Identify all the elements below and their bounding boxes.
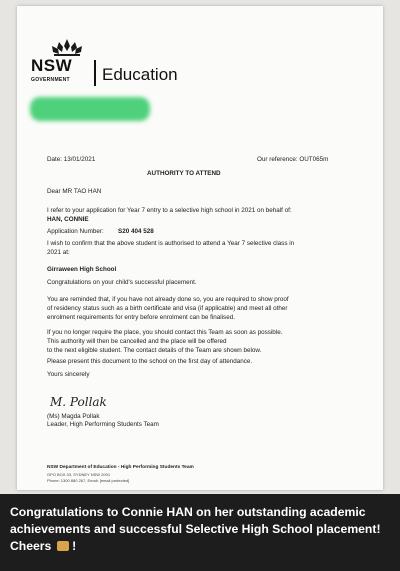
caption-suffix: !	[72, 539, 77, 553]
application-label: Application Number:	[47, 228, 104, 235]
redaction-mark	[30, 97, 150, 121]
letter-date: Date: 13/01/2021	[47, 156, 96, 163]
paragraph-4-line-2: This authority will then be cancelled and the place will be offered	[47, 338, 227, 345]
paragraph-1: I refer to your application for Year 7 entry to a selective high school in 2021 on behalf of:	[47, 207, 292, 214]
footer-address: GPO BOX 33, SYDNEY NSW 2001	[47, 472, 111, 477]
signer-title: Leader, High Performing Students Team	[47, 421, 159, 428]
paragraph-3-line-1: You are reminded that, if you have not already done so, you are required to show proof	[47, 296, 289, 303]
congratulations-line: Congratulations on your child's successful placement.	[47, 279, 197, 286]
paragraph-3-line-2: of residency status such as a birth certificate and visa (if applicable) and meet all other	[47, 305, 288, 312]
caption-text: Congratulations to Connie HAN on her outstanding academic achievements and successful Selective High School placement! Cheers	[10, 505, 381, 553]
paragraph-4-line-1: If you no longer require the place, you should contact this Team as soon as possible.	[47, 329, 283, 336]
letter-reference: Our reference: OUT065m	[257, 156, 329, 163]
paragraph-5: Please present this document to the school on the first day of attendance.	[47, 358, 253, 365]
application-number: S20 404 528	[118, 228, 154, 235]
letter-title: AUTHORITY TO ATTEND	[147, 170, 221, 177]
paragraph-2-line-2: 2021 at:	[47, 249, 70, 256]
logo-divider	[94, 60, 96, 86]
logo-government: GOVERNMENT	[31, 77, 70, 83]
salutation: Dear MR TAO HAN	[47, 188, 102, 195]
signer-name: (Ms) Magda Pollak	[47, 413, 100, 420]
paragraph-4-line-3: to the next eligible student. The contact details of the Team are shown below.	[47, 347, 262, 354]
caption	[10, 504, 394, 555]
footer-contact: Phone: 1300 880 267, Email: [email protected]	[47, 478, 130, 483]
footer-org: NSW Department of Education - High Performing Students Team	[47, 465, 194, 470]
waratah-logo-icon	[44, 37, 90, 57]
cheers-icon	[57, 541, 69, 551]
logo-nsw: NSW	[31, 56, 73, 75]
closing: Yours sincerely	[47, 371, 90, 378]
student-name: HAN, CONNIE	[47, 216, 89, 223]
signature: M. Pollak	[50, 395, 107, 409]
logo-education: Education	[102, 65, 178, 84]
paragraph-2-line-1: I wish to confirm that the above student is authorised to attend a Year 7 selective class in	[47, 240, 295, 247]
school-name: Girraween High School	[47, 266, 117, 273]
paragraph-3-line-3: enrolment requirements for entry before enrolment can be finalised.	[47, 314, 235, 321]
